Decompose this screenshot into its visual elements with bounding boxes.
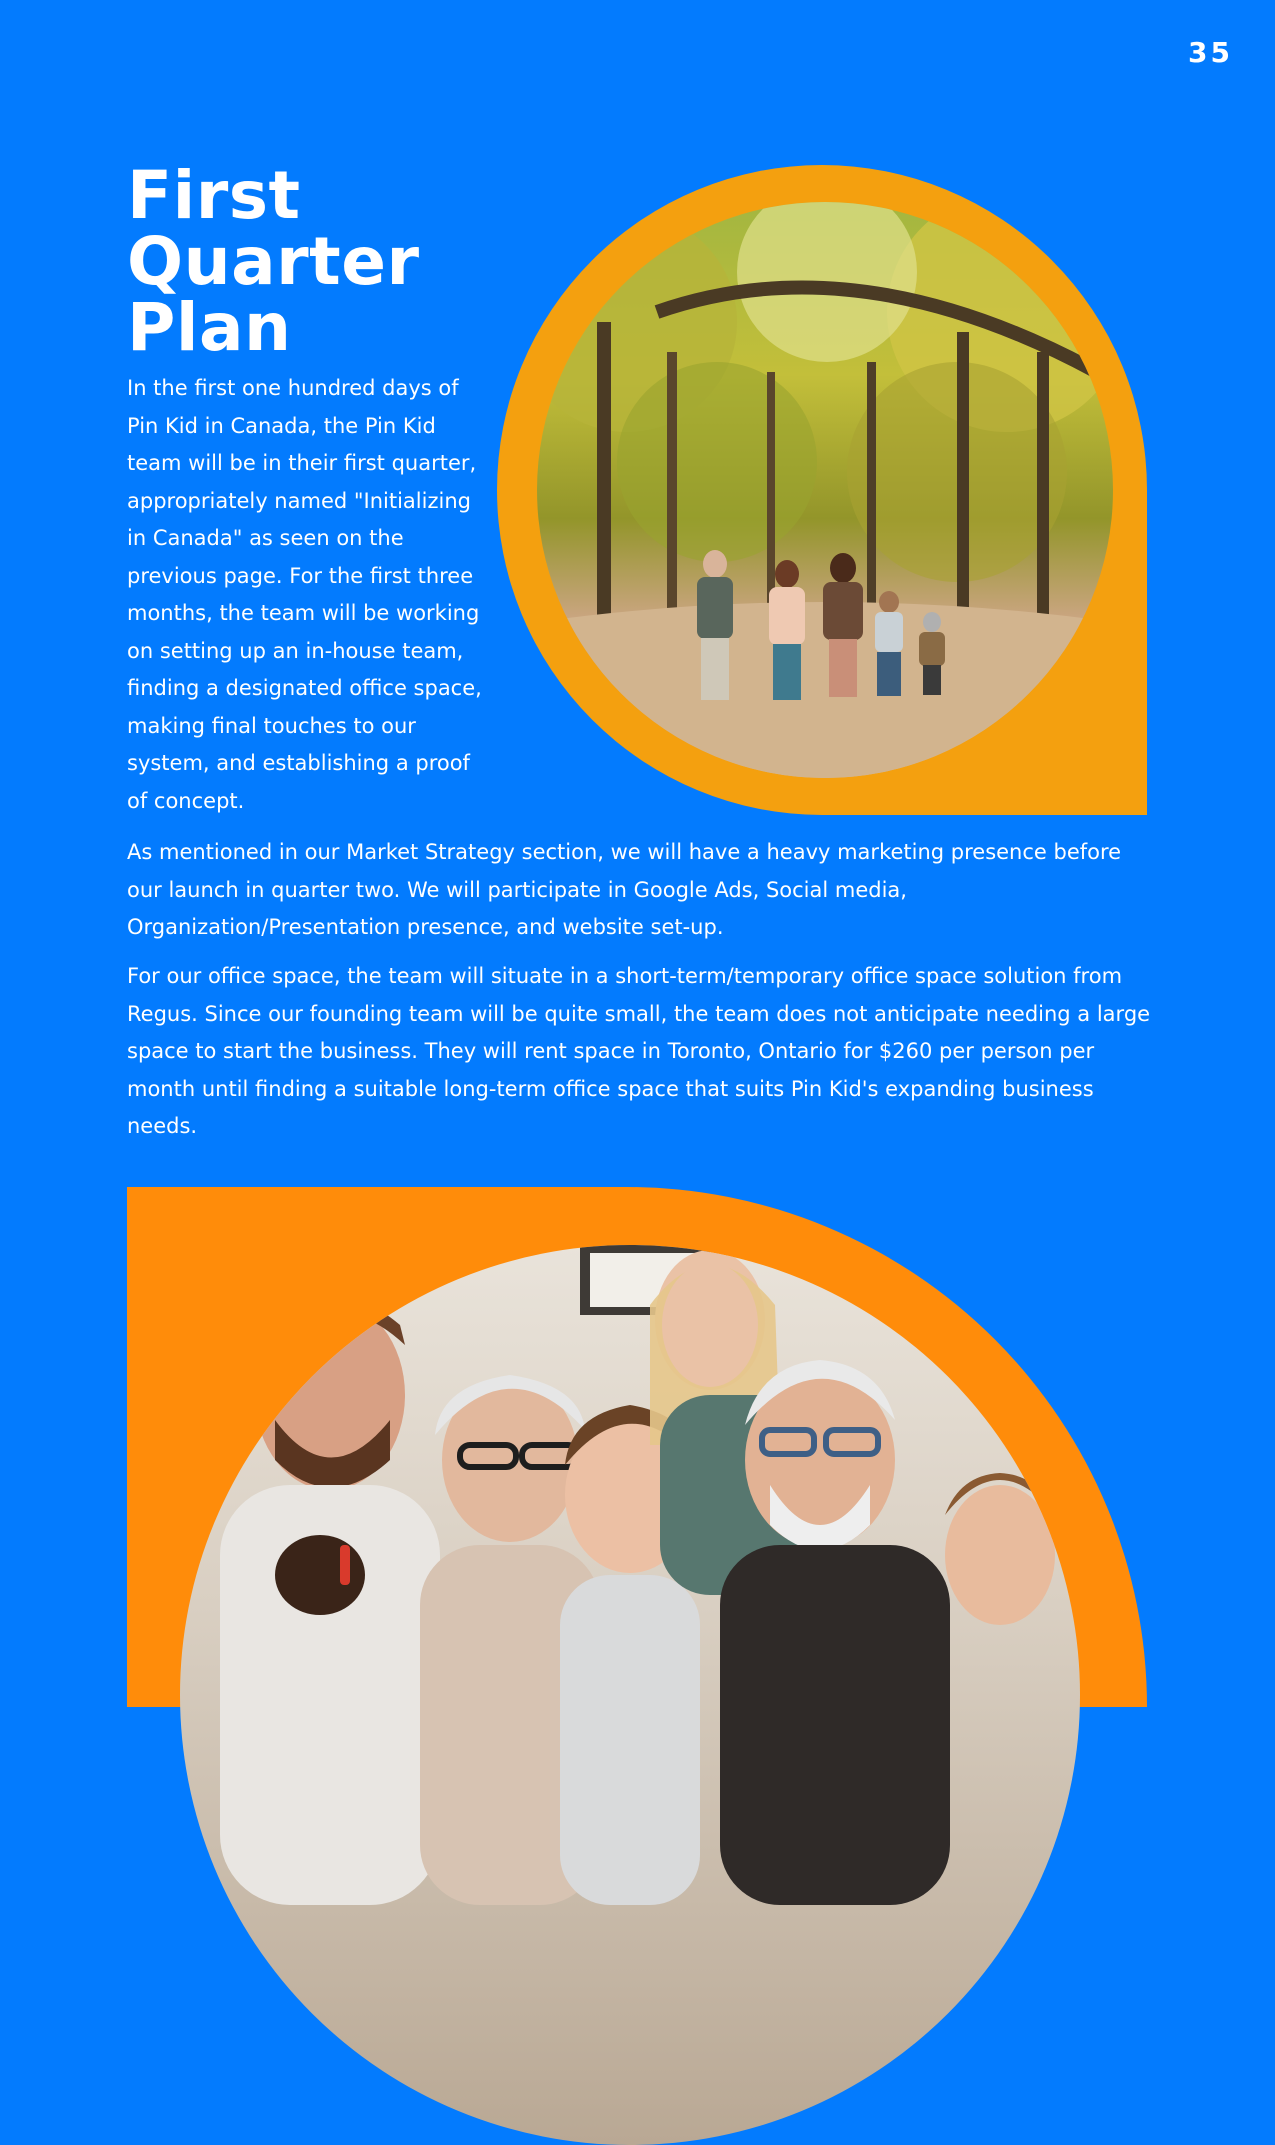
page-number: 35: [1188, 36, 1233, 69]
family-walk-photo: [537, 202, 1113, 778]
family-portrait-photo: [180, 1245, 1080, 2145]
office-paragraph: For our office space, the team will situate in a short-term/temporary office space solution from Regus. Since our founding team will be quite small, the team does not anticipate needing a large space to start the business. They will rent space in Toronto, Ontario for $260 per person per month until finding a suitable long-term office space that suits Pin Kid's expanding business needs.: [127, 964, 1151, 1138]
page-title: First Quarter Plan: [127, 157, 420, 366]
marketing-paragraph: As mentioned in our Market Strategy section, we will have a heavy marketing presence before our launch in quarter two. We will participate in Google Ads, Social media, Organization/Presentation presence, and website set-up.: [127, 840, 1122, 939]
intro-paragraph: In the first one hundred days of Pin Kid in Canada, the Pin Kid team will be in their first quarter, appropriately named "Initializing in Canada" as seen on the previous page. For the first three months, the team will be working on setting up an in-house team, finding a designated office space, making final touches to our system, and establishing a proof of concept.: [127, 376, 482, 813]
